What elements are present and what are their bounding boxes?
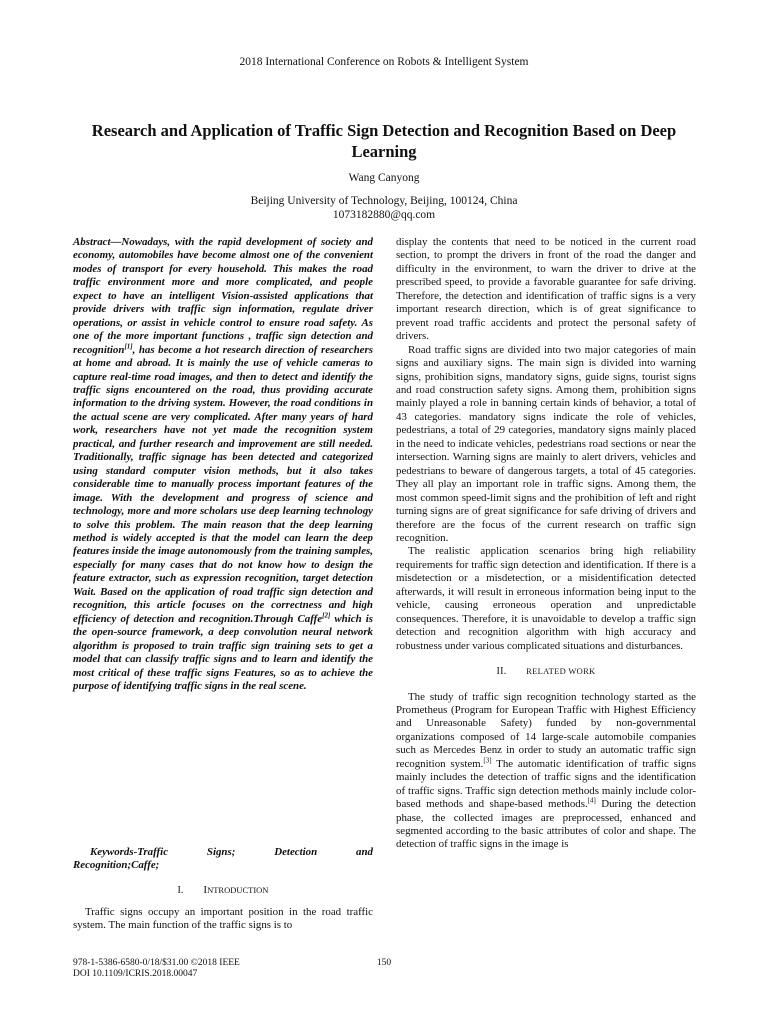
section-title-initial: I (203, 884, 208, 896)
keyword-word: Keywords-Traffic (90, 846, 169, 858)
section-title: RELATED WORK (526, 666, 596, 677)
keyword-word: Detection (274, 846, 318, 858)
keyword-word: Signs; (206, 846, 236, 858)
paragraph: Road traffic signs are divided into two major categories of main signs and auxiliary signs. The main sign is divided into warning signs, prohibition signs, mandatory signs, guide signs, tourist signs and road construction safety signs. Among them, prohibition signs mainly played a role in banning certain kinds of behavior, a total of 43 categories. mandatory signs indicate the role of vehicles, pedestrians, a total of 29 categories, mandatory signs mainly placed in the need to indicate vehicles, pedestrians road sections or near the intersection. Warning signs are mainly to alert drivers, vehicles and pedestrians to beware of dangerous targets, a total of 45 categories. They all play an important role in traffic signs. Among them, the most common speed-limit signs and the prohibition of left and right turning signs are of great significance for safe driving of drivers and therefore are the focus of the current research on traffic sign recognition. (396, 343, 696, 544)
keyword-word: and (356, 846, 373, 858)
right-column (396, 236, 696, 852)
text-part: The automatic identification of traffic signs mainly includes the detection of traffic signs and the identification of traffic signs. Traffic sign detection methods mainly include color-based methods and shape-based methods. (396, 757, 696, 811)
author-affiliation (0, 194, 768, 222)
paper-title: Research and Application of Traffic Sign Detection and Recognition Based on Deep Learning (91, 121, 677, 161)
abstract (73, 236, 373, 693)
footer-isbn: 978-1-5386-6580-0/18/$31.00 ©2018 IEEE (73, 958, 240, 968)
footer-doi: DOI 10.1109/ICRIS.2018.00047 (73, 969, 198, 979)
citation-3[interactable]: [3] (483, 756, 492, 765)
paragraph: display the contents that need to be noticed in the current road section, to prompt the drivers in front of the road the danger and difficulty in the environment, to warn the driver to drive at the prescribed speed, to provide a favorable guarantee for safe driving. Therefore, the detection and identification of traffic signs is a very important research direction, which is of great significance to prevent road traffic accidents and protect the personal safety of drivers. (396, 236, 696, 343)
keywords-line-1 (73, 846, 373, 859)
abstract-part-3: which is the open-source framework, a deep convolution neural network algorithm is proposed to train traffic sign training sets to get a model that can classify traffic signs and to learn and identify the most critical of these traffic signs Features, so as to achieve the purpose of identifying traffic signs in the real scene. (73, 612, 373, 692)
author-name: Wang Canyong (348, 172, 420, 184)
author-email[interactable]: 1073182880@qq.com (332, 209, 436, 221)
introduction-text (73, 906, 373, 933)
conference-header: 2018 International Conference on Robots & Intelligent System (239, 56, 529, 68)
section-number: II. (496, 666, 507, 678)
abstract-part-1: Abstract—Nowadays, with the rapid development of society and economy, automobiles have become almost one of the convenient modes of transport for every household. This makes the road traffic environment more and more complicated, and people expect to have an intelligent Vision-assisted applications that provide drivers with traffic sign information, regulate driver operations, or assist in vehicle control to ensure road safety. As one of the more important functions , traffic sign detection and recognition (73, 236, 373, 356)
section-title-rest: NTRODUCTION (207, 885, 269, 895)
section-heading-introduction (73, 884, 373, 896)
affiliation: Beijing University of Technology, Beijing, 100124, China (250, 195, 518, 207)
paragraph (396, 691, 696, 852)
keywords (73, 846, 373, 873)
abstract-part-2: , has become a hot research direction of researchers at home and abroad. It is mainly the use of vehicle cameras to capture real-time road images, and then to detect and identify the traffic signs encountered on the road, thus providing accurate information to the driving system. However, the road conditions in the actual scene are very complicated. After many years of hard work, researchers have not yet made the recognition system practical, and further research and improvement are still needed. Traditionally, traffic signage has been detected and categorized using standard computer vision methods, but it also takes considerable time to manually process important features of the image. With the development and progress of science and technology, more and more scholars use deep learning technology to solve this problem. The main reason that the deep learning method is widely accepted is that the model can learn the deep features inside the image autonomously from the training samples, especially for many cases that do not know how to design the feature extractor, such as expression recognition, target detection Wait. Based on the application of road traffic sign detection and recognition, this article focuses on the correctness and high efficiency of detection and recognition.Through Caffe (73, 343, 373, 625)
citation-1[interactable]: [1] (124, 342, 133, 350)
keywords-line-2: Recognition;Caffe; (73, 859, 160, 872)
paragraph: The realistic application scenarios bring high reliability requirements for traffic sign detection and identification. If there is a misdetection or a misdetection, or a misidentification detected afterwards, it will result in erroneous information being input to the vehicle, causing erroneous operation and unpredictable consequences. Therefore, it is unavoidable to develop a traffic sign detection and recognition algorithm with high accuracy and robustness under various complicated situations and disturbances. (396, 545, 696, 652)
citation-4[interactable]: [4] (587, 796, 596, 805)
section-number: I. (177, 885, 184, 896)
section-heading-related-work (396, 665, 696, 678)
left-column (73, 236, 373, 693)
citation-2[interactable]: [2] (322, 611, 331, 620)
paragraph: Traffic signs occupy an important position in the road traffic system. The main function of the traffic signs is to (73, 906, 373, 932)
page-number: 150 (376, 958, 392, 968)
text-part: The study of traffic sign recognition technology started as the Prometheus (Program for European Traffic with Highest Efficiency and Unreasonable Safety) funded by non-governmental organizations composed of 14 large-scale automobile companies such as Mercedes Benz in order to study an automatic traffic sign recognition system. (396, 690, 696, 770)
text-part: During the detection phase, the collected images are preprocessed, enhanced and segmented according to the basic attributes of color and shape. The detection of traffic signs in the image is (396, 798, 696, 851)
